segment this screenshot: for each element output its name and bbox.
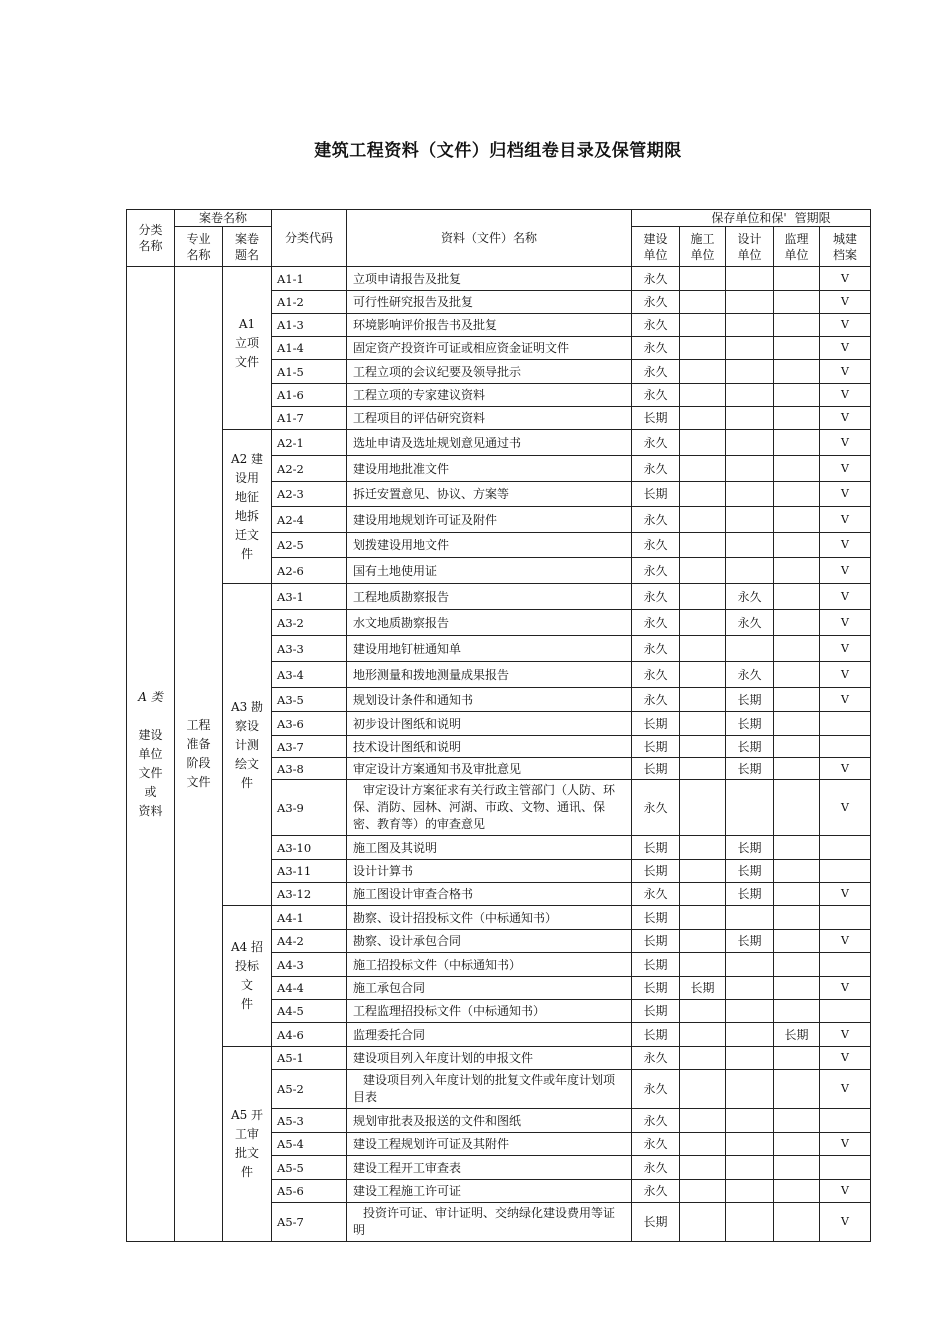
retention-archive: V bbox=[820, 584, 871, 610]
retention-builder bbox=[680, 558, 726, 584]
retention-construction: 永久 bbox=[632, 584, 680, 610]
doc-code: A4-4 bbox=[272, 977, 347, 1000]
header-retention-left: 保存单位和保' bbox=[711, 211, 787, 225]
doc-name: 投资许可证、审计证明、交纳绿化建设费用等证明 bbox=[347, 1203, 632, 1242]
retention-archive bbox=[820, 1000, 871, 1023]
retention-design bbox=[726, 1203, 774, 1242]
retention-construction: 永久 bbox=[632, 314, 680, 337]
retention-supervision bbox=[774, 291, 820, 314]
retention-builder bbox=[680, 1203, 726, 1242]
doc-name: 拆迁安置意见、协议、方案等 bbox=[347, 482, 632, 507]
retention-archive: V bbox=[820, 1133, 871, 1156]
table-row bbox=[127, 584, 871, 610]
retention-construction: 长期 bbox=[632, 930, 680, 953]
retention-construction: 永久 bbox=[632, 662, 680, 688]
header-retention-right: 管期限 bbox=[794, 211, 831, 225]
retention-archive: V bbox=[820, 456, 871, 482]
retention-builder bbox=[680, 456, 726, 482]
doc-name: 施工承包合同 bbox=[347, 977, 632, 1000]
retention-construction: 永久 bbox=[632, 384, 680, 407]
retention-archive: V bbox=[820, 1180, 871, 1203]
doc-code: A3-2 bbox=[272, 610, 347, 636]
retention-construction: 长期 bbox=[632, 1000, 680, 1023]
retention-design bbox=[726, 456, 774, 482]
category-name: 建设 单位 文件 或 资料 bbox=[138, 727, 163, 818]
major-cell: 工程 准备 阶段 文件 bbox=[175, 267, 223, 1242]
retention-construction: 长期 bbox=[632, 860, 680, 883]
doc-name: 可行性研究报告及批复 bbox=[347, 291, 632, 314]
retention-design bbox=[726, 407, 774, 430]
doc-code: A1-7 bbox=[272, 407, 347, 430]
retention-construction: 永久 bbox=[632, 267, 680, 291]
doc-name: 技术设计图纸和说明 bbox=[347, 736, 632, 758]
retention-supervision bbox=[774, 930, 820, 953]
doc-code: A3-11 bbox=[272, 860, 347, 883]
retention-construction: 永久 bbox=[632, 1070, 680, 1109]
doc-name: 工程立项的会议纪要及领导批示 bbox=[347, 360, 632, 384]
retention-archive: V bbox=[820, 1047, 871, 1070]
doc-code: A5-3 bbox=[272, 1109, 347, 1133]
doc-code: A2-3 bbox=[272, 482, 347, 507]
retention-supervision bbox=[774, 758, 820, 780]
header-unit-supervision: 监理 单位 bbox=[774, 227, 820, 267]
doc-name: 立项申请报告及批复 bbox=[347, 267, 632, 291]
retention-builder: 长期 bbox=[680, 977, 726, 1000]
retention-design bbox=[726, 1109, 774, 1133]
retention-construction: 长期 bbox=[632, 482, 680, 507]
retention-archive: V bbox=[820, 267, 871, 291]
retention-construction: 永久 bbox=[632, 1109, 680, 1133]
retention-supervision bbox=[774, 906, 820, 930]
volume-title-a1: A1 立项 文件 bbox=[223, 267, 272, 430]
retention-builder bbox=[680, 314, 726, 337]
retention-archive bbox=[820, 953, 871, 977]
retention-builder bbox=[680, 584, 726, 610]
retention-supervision bbox=[774, 507, 820, 533]
doc-name: 规划审批表及报送的文件和图纸 bbox=[347, 1109, 632, 1133]
retention-design bbox=[726, 360, 774, 384]
retention-builder bbox=[680, 1047, 726, 1070]
retention-supervision bbox=[774, 883, 820, 906]
doc-name: 施工图及其说明 bbox=[347, 836, 632, 860]
header-unit-archive: 城建 档案 bbox=[820, 227, 871, 267]
header-category-name: 分类 名称 bbox=[127, 210, 175, 267]
doc-code: A3-7 bbox=[272, 736, 347, 758]
retention-builder bbox=[680, 688, 726, 712]
doc-code: A4-2 bbox=[272, 930, 347, 953]
retention-archive: V bbox=[820, 930, 871, 953]
retention-supervision: 长期 bbox=[774, 1023, 820, 1047]
retention-builder bbox=[680, 780, 726, 836]
page-title: 建筑工程资料（文件）归档组卷目录及保管期限 bbox=[314, 141, 682, 161]
retention-construction: 永久 bbox=[632, 360, 680, 384]
header-volume-title: 案卷 题名 bbox=[223, 227, 272, 267]
doc-name: 划拨建设用地文件 bbox=[347, 533, 632, 558]
header-code: 分类代码 bbox=[272, 210, 347, 267]
retention-construction: 永久 bbox=[632, 456, 680, 482]
retention-builder bbox=[680, 953, 726, 977]
retention-builder bbox=[680, 1023, 726, 1047]
retention-supervision bbox=[774, 736, 820, 758]
doc-name: 勘察、设计招投标文件（中标通知书） bbox=[347, 906, 632, 930]
doc-name: 设计计算书 bbox=[347, 860, 632, 883]
retention-builder bbox=[680, 337, 726, 360]
retention-archive: V bbox=[820, 636, 871, 662]
retention-supervision bbox=[774, 360, 820, 384]
doc-name: 环境影响评价报告书及批复 bbox=[347, 314, 632, 337]
doc-code: A1-4 bbox=[272, 337, 347, 360]
doc-code: A3-9 bbox=[272, 780, 347, 836]
retention-design: 长期 bbox=[726, 688, 774, 712]
retention-supervision bbox=[774, 780, 820, 836]
doc-name: 建设项目列入年度计划的申报文件 bbox=[347, 1047, 632, 1070]
doc-name: 建设用地批准文件 bbox=[347, 456, 632, 482]
doc-name: 勘察、设计承包合同 bbox=[347, 930, 632, 953]
retention-construction: 长期 bbox=[632, 836, 680, 860]
retention-builder bbox=[680, 384, 726, 407]
retention-supervision bbox=[774, 533, 820, 558]
retention-builder bbox=[680, 860, 726, 883]
retention-design bbox=[726, 291, 774, 314]
doc-code: A3-6 bbox=[272, 712, 347, 736]
retention-design bbox=[726, 1133, 774, 1156]
retention-builder bbox=[680, 360, 726, 384]
retention-design bbox=[726, 267, 774, 291]
doc-name: 建设工程开工审查表 bbox=[347, 1156, 632, 1180]
header-doc-name: 资料（文件）名称 bbox=[347, 210, 632, 267]
doc-code: A3-8 bbox=[272, 758, 347, 780]
doc-name: 规划设计条件和通知书 bbox=[347, 688, 632, 712]
retention-builder bbox=[680, 267, 726, 291]
doc-code: A5-5 bbox=[272, 1156, 347, 1180]
doc-code: A1-1 bbox=[272, 267, 347, 291]
retention-supervision bbox=[774, 1109, 820, 1133]
retention-construction: 永久 bbox=[632, 291, 680, 314]
doc-name: 工程立项的专家建议资料 bbox=[347, 384, 632, 407]
doc-code: A3-5 bbox=[272, 688, 347, 712]
retention-supervision bbox=[774, 558, 820, 584]
retention-design bbox=[726, 1047, 774, 1070]
table-row bbox=[127, 430, 871, 456]
retention-supervision bbox=[774, 1156, 820, 1180]
retention-design bbox=[726, 337, 774, 360]
retention-design bbox=[726, 1023, 774, 1047]
retention-construction: 长期 bbox=[632, 712, 680, 736]
retention-builder bbox=[680, 291, 726, 314]
doc-name: 初步设计图纸和说明 bbox=[347, 712, 632, 736]
retention-supervision bbox=[774, 610, 820, 636]
retention-archive: V bbox=[820, 780, 871, 836]
retention-construction: 永久 bbox=[632, 558, 680, 584]
doc-code: A4-1 bbox=[272, 906, 347, 930]
retention-builder bbox=[680, 533, 726, 558]
retention-design bbox=[726, 1070, 774, 1109]
doc-code: A5-7 bbox=[272, 1203, 347, 1242]
retention-supervision bbox=[774, 1133, 820, 1156]
retention-design bbox=[726, 906, 774, 930]
retention-construction: 永久 bbox=[632, 533, 680, 558]
doc-name: 水文地质勘察报告 bbox=[347, 610, 632, 636]
retention-archive: V bbox=[820, 1070, 871, 1109]
header-unit-construction: 建设 单位 bbox=[632, 227, 680, 267]
retention-archive bbox=[820, 712, 871, 736]
retention-builder bbox=[680, 1109, 726, 1133]
retention-supervision bbox=[774, 456, 820, 482]
retention-construction: 永久 bbox=[632, 430, 680, 456]
doc-name: 建设工程施工许可证 bbox=[347, 1180, 632, 1203]
retention-archive bbox=[820, 1156, 871, 1180]
doc-name: 监理委托合同 bbox=[347, 1023, 632, 1047]
volume-title-a4: A4 招 投标 文 件 bbox=[223, 906, 272, 1047]
retention-archive: V bbox=[820, 482, 871, 507]
retention-supervision bbox=[774, 314, 820, 337]
doc-name: 地形测量和拨地测量成果报告 bbox=[347, 662, 632, 688]
retention-supervision bbox=[774, 482, 820, 507]
retention-construction: 长期 bbox=[632, 906, 680, 930]
retention-supervision bbox=[774, 337, 820, 360]
volume-title-a3: A3 勘 察设 计测 绘文 件 bbox=[223, 584, 272, 906]
doc-code: A3-3 bbox=[272, 636, 347, 662]
retention-design bbox=[726, 314, 774, 337]
retention-supervision bbox=[774, 836, 820, 860]
retention-design bbox=[726, 507, 774, 533]
retention-construction: 永久 bbox=[632, 636, 680, 662]
retention-builder bbox=[680, 662, 726, 688]
retention-construction: 永久 bbox=[632, 1133, 680, 1156]
retention-archive bbox=[820, 1109, 871, 1133]
retention-design bbox=[726, 430, 774, 456]
category-cell bbox=[127, 267, 175, 1242]
retention-builder bbox=[680, 610, 726, 636]
retention-archive: V bbox=[820, 610, 871, 636]
retention-builder bbox=[680, 1133, 726, 1156]
retention-supervision bbox=[774, 430, 820, 456]
retention-construction: 长期 bbox=[632, 953, 680, 977]
table-row bbox=[127, 267, 871, 291]
doc-code: A3-10 bbox=[272, 836, 347, 860]
retention-supervision bbox=[774, 1000, 820, 1023]
doc-code: A4-5 bbox=[272, 1000, 347, 1023]
doc-code: A2-6 bbox=[272, 558, 347, 584]
header-major-name: 专业 名称 bbox=[175, 227, 223, 267]
doc-code: A5-4 bbox=[272, 1133, 347, 1156]
retention-supervision bbox=[774, 860, 820, 883]
retention-construction: 永久 bbox=[632, 1156, 680, 1180]
retention-builder bbox=[680, 1180, 726, 1203]
doc-name: 建设用地钉桩通知单 bbox=[347, 636, 632, 662]
retention-design bbox=[726, 636, 774, 662]
retention-archive: V bbox=[820, 360, 871, 384]
retention-supervision bbox=[774, 267, 820, 291]
retention-builder bbox=[680, 482, 726, 507]
doc-code: A5-2 bbox=[272, 1070, 347, 1109]
retention-construction: 长期 bbox=[632, 736, 680, 758]
retention-design bbox=[726, 533, 774, 558]
doc-name: 建设项目列入年度计划的批复文件或年度计划项目表 bbox=[347, 1070, 632, 1109]
doc-name: 施工招投标文件（中标通知书） bbox=[347, 953, 632, 977]
retention-archive: V bbox=[820, 758, 871, 780]
retention-supervision bbox=[774, 1047, 820, 1070]
retention-construction: 长期 bbox=[632, 407, 680, 430]
retention-archive: V bbox=[820, 384, 871, 407]
retention-builder bbox=[680, 407, 726, 430]
retention-design: 长期 bbox=[726, 712, 774, 736]
retention-construction: 长期 bbox=[632, 1203, 680, 1242]
doc-name: 建设工程规划许可证及其附件 bbox=[347, 1133, 632, 1156]
retention-archive: V bbox=[820, 977, 871, 1000]
retention-design: 长期 bbox=[726, 836, 774, 860]
retention-supervision bbox=[774, 1070, 820, 1109]
retention-builder bbox=[680, 836, 726, 860]
retention-construction: 永久 bbox=[632, 1180, 680, 1203]
retention-construction: 永久 bbox=[632, 507, 680, 533]
retention-supervision bbox=[774, 636, 820, 662]
doc-name: 选址申请及选址规划意见通过书 bbox=[347, 430, 632, 456]
retention-archive bbox=[820, 860, 871, 883]
doc-name: 审定设计方案通知书及审批意见 bbox=[347, 758, 632, 780]
doc-code: A2-5 bbox=[272, 533, 347, 558]
doc-code: A2-2 bbox=[272, 456, 347, 482]
retention-archive: V bbox=[820, 883, 871, 906]
retention-supervision bbox=[774, 584, 820, 610]
retention-design bbox=[726, 384, 774, 407]
retention-supervision bbox=[774, 1180, 820, 1203]
retention-archive: V bbox=[820, 314, 871, 337]
retention-construction: 长期 bbox=[632, 758, 680, 780]
retention-design: 永久 bbox=[726, 584, 774, 610]
retention-archive: V bbox=[820, 291, 871, 314]
archive-catalog-table bbox=[126, 209, 871, 1242]
retention-construction: 永久 bbox=[632, 688, 680, 712]
volume-title-a5: A5 开 工审 批文 件 bbox=[223, 1047, 272, 1242]
retention-archive bbox=[820, 906, 871, 930]
doc-code: A4-3 bbox=[272, 953, 347, 977]
retention-design bbox=[726, 780, 774, 836]
retention-archive bbox=[820, 736, 871, 758]
doc-code: A1-5 bbox=[272, 360, 347, 384]
doc-name: 国有土地使用证 bbox=[347, 558, 632, 584]
retention-design: 长期 bbox=[726, 883, 774, 906]
retention-design bbox=[726, 1156, 774, 1180]
doc-name: 建设用地规划许可证及附件 bbox=[347, 507, 632, 533]
retention-design: 永久 bbox=[726, 662, 774, 688]
retention-design: 长期 bbox=[726, 860, 774, 883]
retention-builder bbox=[680, 736, 726, 758]
retention-archive: V bbox=[820, 1023, 871, 1047]
retention-supervision bbox=[774, 712, 820, 736]
doc-name: 审定设计方案征求有关行政主管部门（人防、环保、消防、园林、河湖、市政、文物、通讯、保密、教育等）的审查意见 bbox=[347, 780, 632, 836]
retention-supervision bbox=[774, 662, 820, 688]
retention-builder bbox=[680, 906, 726, 930]
doc-code: A5-1 bbox=[272, 1047, 347, 1070]
retention-archive: V bbox=[820, 662, 871, 688]
retention-supervision bbox=[774, 1203, 820, 1242]
retention-archive: V bbox=[820, 688, 871, 712]
retention-builder bbox=[680, 712, 726, 736]
retention-archive: V bbox=[820, 430, 871, 456]
table-row bbox=[127, 906, 871, 930]
doc-name: 固定资产投资许可证或相应资金证明文件 bbox=[347, 337, 632, 360]
retention-construction: 永久 bbox=[632, 610, 680, 636]
category-letter: A 类 bbox=[138, 689, 163, 704]
header-unit-builder: 施工 单位 bbox=[680, 227, 726, 267]
retention-supervision bbox=[774, 384, 820, 407]
retention-construction: 长期 bbox=[632, 977, 680, 1000]
header-unit-design: 设计 单位 bbox=[726, 227, 774, 267]
header-retention bbox=[632, 210, 871, 227]
volume-title-a2: A2 建 设用 地征 地拆 迁文 件 bbox=[223, 430, 272, 584]
retention-design bbox=[726, 1180, 774, 1203]
doc-code: A3-4 bbox=[272, 662, 347, 688]
header-volume-name: 案卷名称 bbox=[175, 210, 272, 227]
doc-name: 工程监理招投标文件（中标通知书） bbox=[347, 1000, 632, 1023]
retention-supervision bbox=[774, 688, 820, 712]
retention-design bbox=[726, 953, 774, 977]
doc-code: A1-2 bbox=[272, 291, 347, 314]
retention-archive: V bbox=[820, 507, 871, 533]
table-row bbox=[127, 1047, 871, 1070]
retention-supervision bbox=[774, 977, 820, 1000]
retention-design bbox=[726, 977, 774, 1000]
retention-archive: V bbox=[820, 407, 871, 430]
doc-code: A1-6 bbox=[272, 384, 347, 407]
retention-archive: V bbox=[820, 558, 871, 584]
retention-design: 长期 bbox=[726, 736, 774, 758]
retention-construction: 永久 bbox=[632, 883, 680, 906]
doc-code: A5-6 bbox=[272, 1180, 347, 1203]
retention-builder bbox=[680, 636, 726, 662]
retention-design bbox=[726, 482, 774, 507]
retention-archive: V bbox=[820, 533, 871, 558]
retention-builder bbox=[680, 1156, 726, 1180]
retention-builder bbox=[680, 930, 726, 953]
doc-name: 工程地质勘察报告 bbox=[347, 584, 632, 610]
retention-construction: 永久 bbox=[632, 337, 680, 360]
retention-design: 长期 bbox=[726, 758, 774, 780]
retention-builder bbox=[680, 430, 726, 456]
retention-archive bbox=[820, 836, 871, 860]
doc-name: 工程项目的评估研究资料 bbox=[347, 407, 632, 430]
doc-name: 施工图设计审查合格书 bbox=[347, 883, 632, 906]
retention-builder bbox=[680, 507, 726, 533]
retention-builder bbox=[680, 1070, 726, 1109]
doc-code: A3-12 bbox=[272, 883, 347, 906]
retention-construction: 永久 bbox=[632, 1047, 680, 1070]
retention-design bbox=[726, 1000, 774, 1023]
doc-code: A2-1 bbox=[272, 430, 347, 456]
doc-code: A1-3 bbox=[272, 314, 347, 337]
retention-construction: 永久 bbox=[632, 780, 680, 836]
retention-design: 永久 bbox=[726, 610, 774, 636]
retention-supervision bbox=[774, 953, 820, 977]
retention-builder bbox=[680, 758, 726, 780]
doc-code: A4-6 bbox=[272, 1023, 347, 1047]
retention-supervision bbox=[774, 407, 820, 430]
doc-code: A2-4 bbox=[272, 507, 347, 533]
retention-construction: 长期 bbox=[632, 1023, 680, 1047]
retention-archive: V bbox=[820, 1203, 871, 1242]
retention-archive: V bbox=[820, 337, 871, 360]
doc-code: A3-1 bbox=[272, 584, 347, 610]
retention-builder bbox=[680, 883, 726, 906]
retention-builder bbox=[680, 1000, 726, 1023]
retention-design: 长期 bbox=[726, 930, 774, 953]
retention-design bbox=[726, 558, 774, 584]
